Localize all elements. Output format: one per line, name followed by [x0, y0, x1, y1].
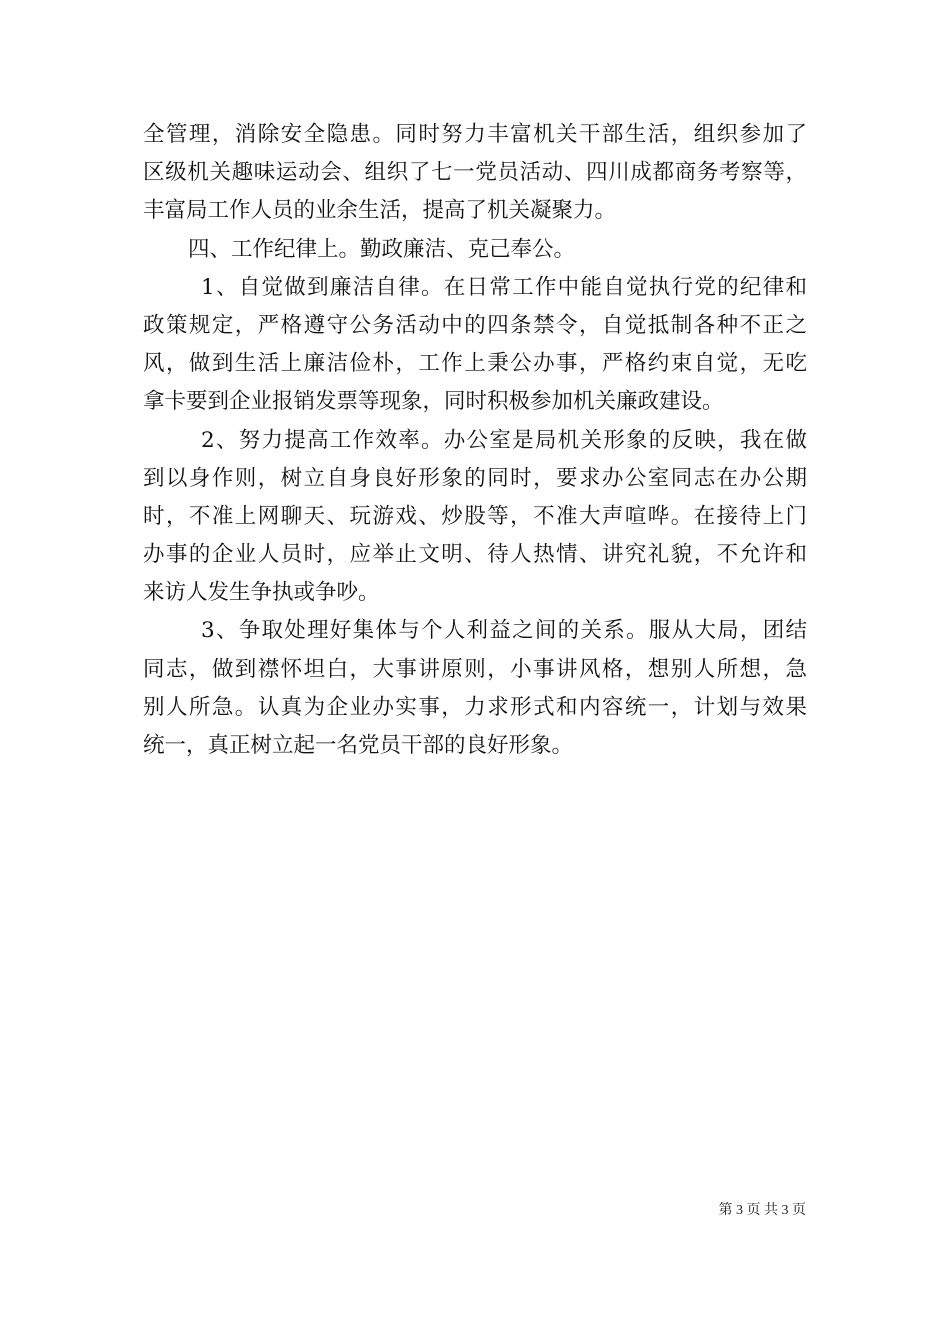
text-line: 全管理，消除安全隐患。同时努力丰富机关干部生活，组织参加了: [143, 122, 807, 147]
page-number-footer: 第 3 页 共 3 页: [718, 1203, 806, 1218]
text-line: 丰富局工作人员的业余生活，提高了机关凝聚力。: [143, 198, 617, 224]
section-heading: 四、工作纪律上。勤政廉洁、克己奉公。: [188, 236, 576, 262]
text-line: 区级机关趣味运动会、组织了七一党员活动、四川成都商务考察等，: [143, 160, 807, 186]
text-line: 统一，真正树立起一名党员干部的良好形象。: [143, 733, 574, 758]
text-line: 3、争取处理好集体与个人利益之间的关系。服从大局，团结: [201, 618, 807, 644]
body-text: [143, 116, 807, 765]
text-line: 时，不准上网聊天、玩游戏、炒股等，不准大声喧哗。在接待上门: [143, 503, 807, 529]
text-line: 2、努力提高工作效率。办公室是局机关形象的反映，我在做: [201, 427, 807, 453]
text-line: 到以身作则，树立自身良好形象的同时，要求办公室同志在办公期: [143, 465, 807, 491]
text-line: 拿卡要到企业报销发票等现象，同时积极参加机关廉政建设。: [143, 389, 724, 415]
text-line: 来访人发生争执或争吵。: [143, 580, 380, 606]
text-line: 政策规定，严格遵守公务活动中的四条禁令，自觉抵制各种不正之: [143, 312, 807, 338]
text-line: 办事的企业人员时，应举止文明、待人热情、讲究礼貌，不允许和: [143, 542, 807, 568]
text-line: 风，做到生活上廉洁俭朴，工作上秉公办事，严格约束自觉，无吃: [143, 351, 807, 377]
text-line: 1、自觉做到廉洁自律。在日常工作中能自觉执行党的纪律和: [201, 274, 807, 300]
text-line: 同志，做到襟怀坦白，大事讲原则，小事讲风格，想别人所想，急: [143, 656, 807, 682]
text-line: 别人所急。认真为企业办实事，力求形式和内容统一，计划与效果: [143, 694, 807, 720]
